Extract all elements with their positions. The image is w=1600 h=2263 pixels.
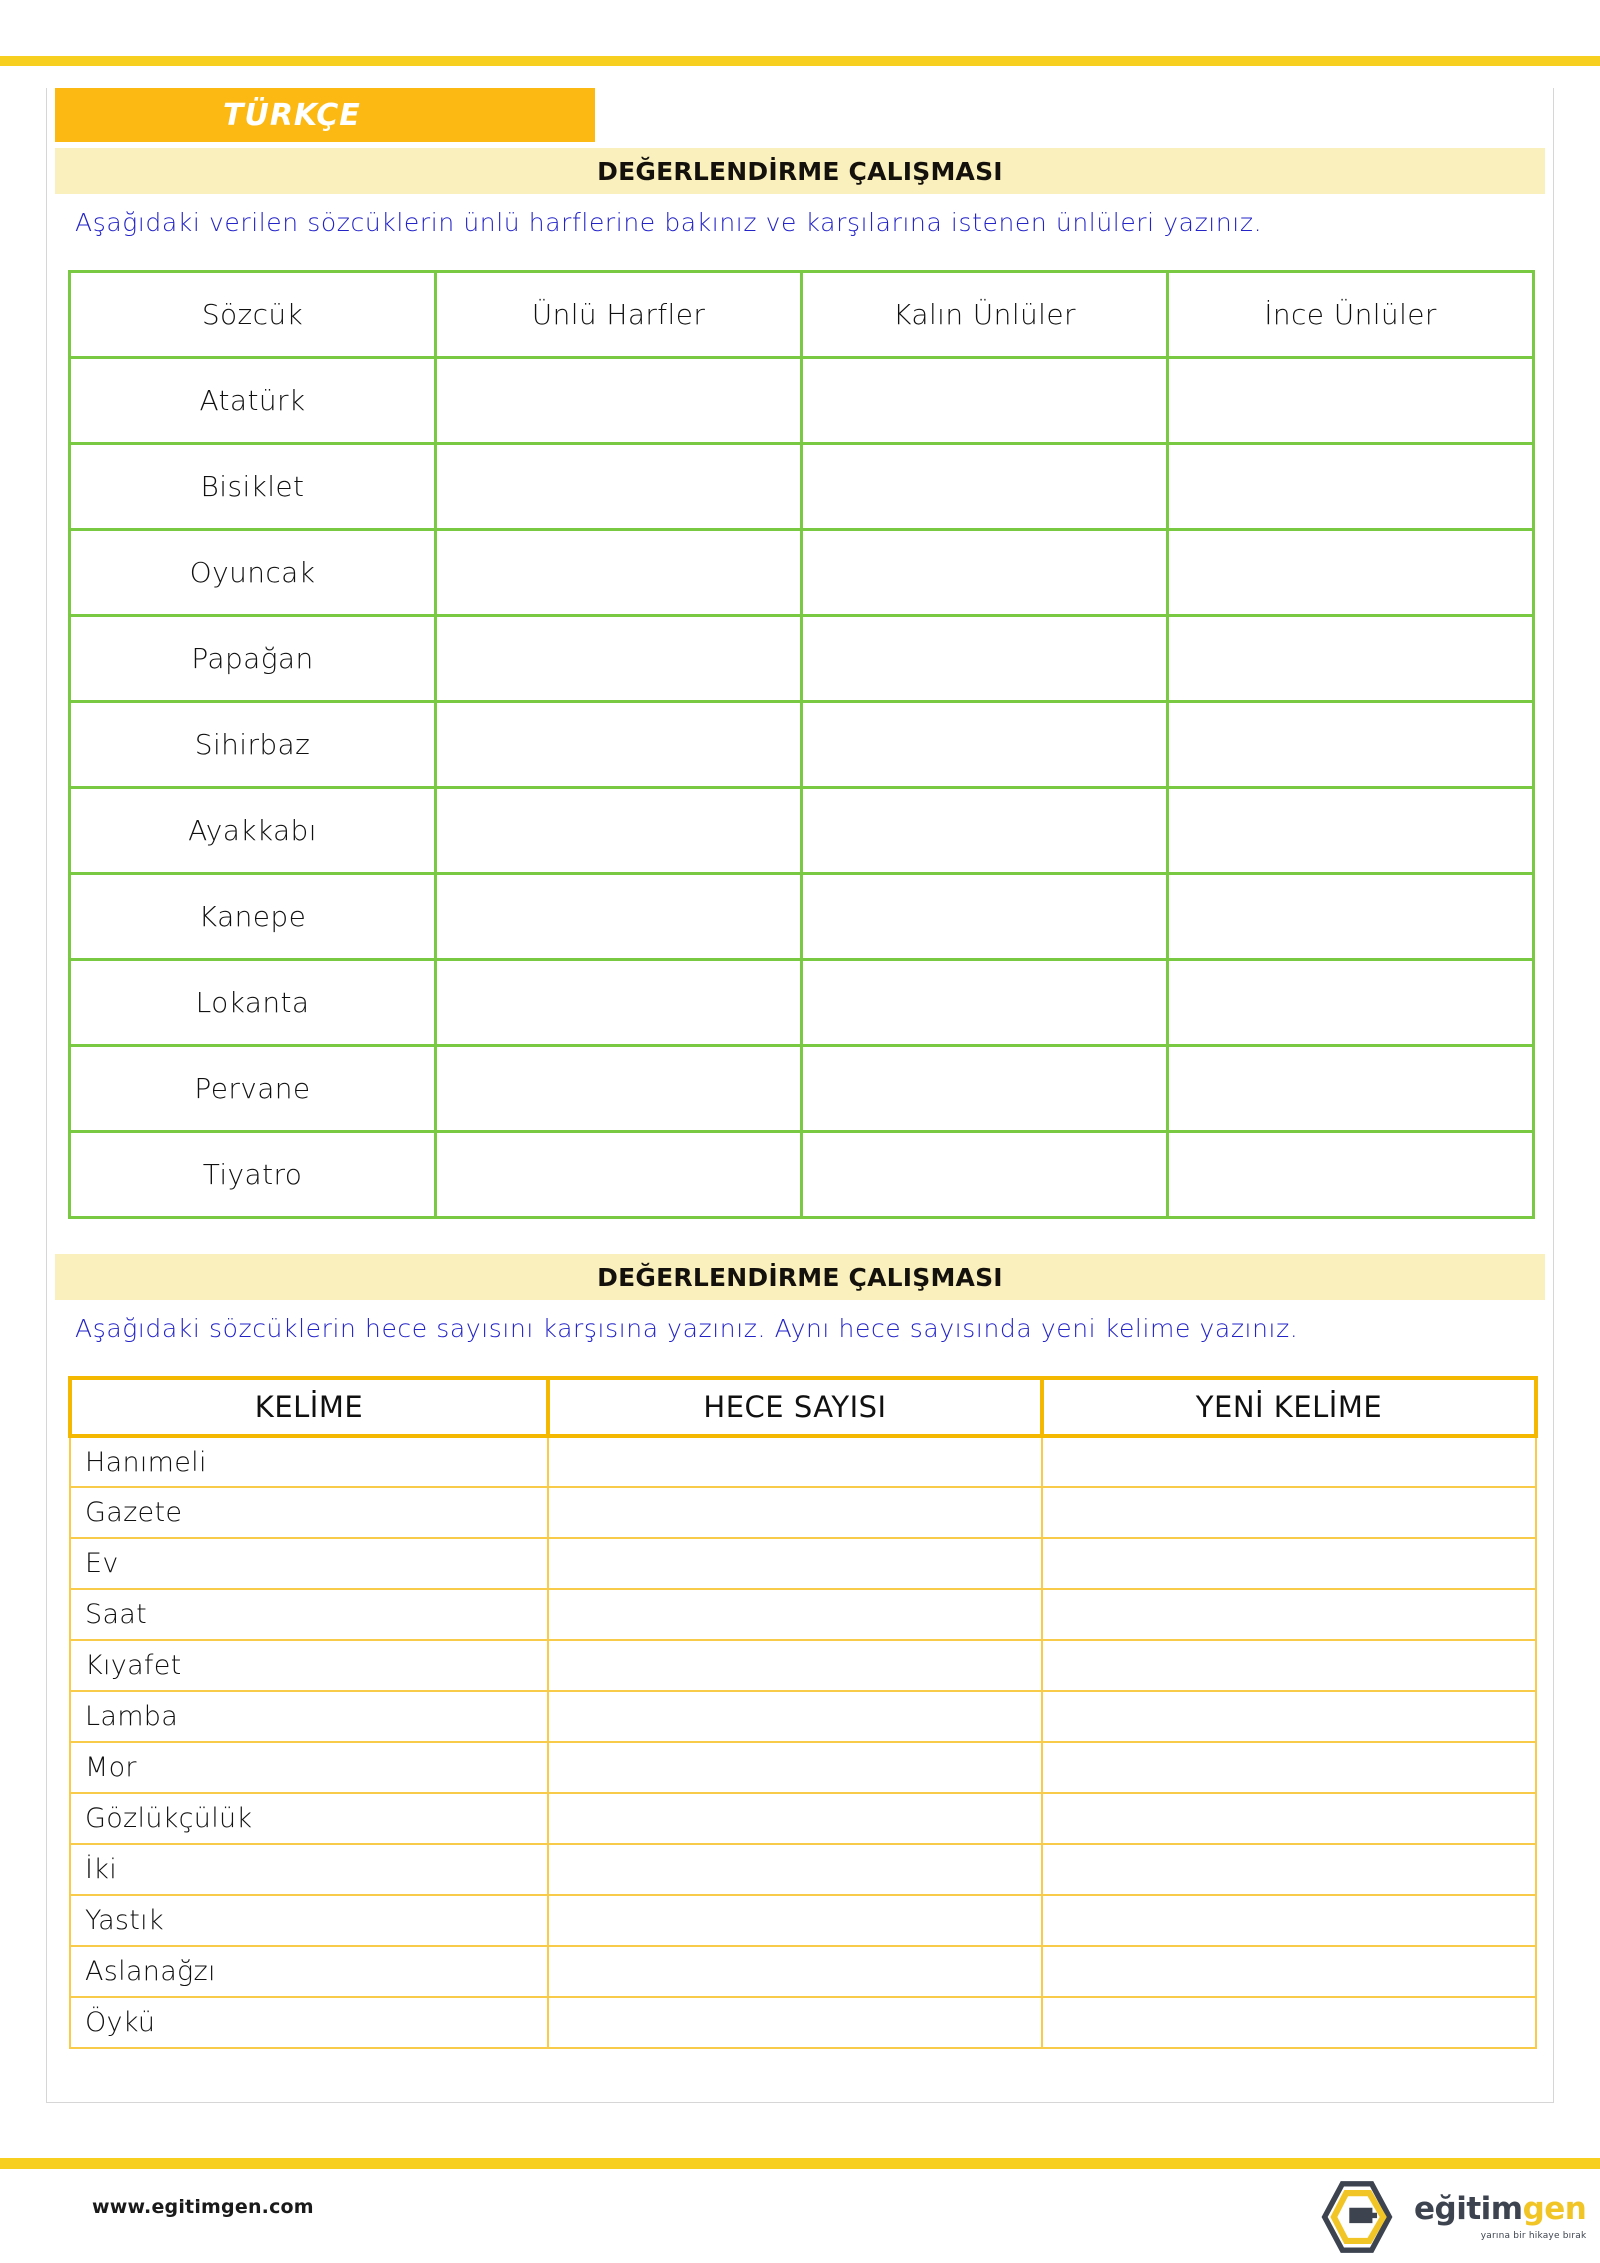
table-row <box>70 530 1534 616</box>
table-row <box>70 1742 1536 1793</box>
answer-cell-ince-unluler[interactable] <box>1168 702 1534 788</box>
word-cell: Kanepe <box>70 874 436 960</box>
answer-cell-unlu-harfler[interactable] <box>436 444 802 530</box>
answer-cell-yeni-kelime[interactable] <box>1042 1640 1536 1691</box>
word-cell: Kıyafet <box>70 1640 548 1691</box>
answer-cell-hece-sayisi[interactable] <box>548 1640 1042 1691</box>
answer-cell-yeni-kelime[interactable] <box>1042 1895 1536 1946</box>
word-cell: Gözlükçülük <box>70 1793 548 1844</box>
word-cell: Sihirbaz <box>70 702 436 788</box>
answer-cell-hece-sayisi[interactable] <box>548 1691 1042 1742</box>
answer-cell-unlu-harfler[interactable] <box>436 530 802 616</box>
word-cell: Yastık <box>70 1895 548 1946</box>
answer-cell-unlu-harfler[interactable] <box>436 616 802 702</box>
table-row <box>70 1436 1536 1487</box>
column-header-hece-sayisi: HECE SAYISI <box>548 1378 1042 1436</box>
answer-cell-yeni-kelime[interactable] <box>1042 1487 1536 1538</box>
answer-cell-hece-sayisi[interactable] <box>548 1844 1042 1895</box>
answer-cell-yeni-kelime[interactable] <box>1042 1844 1536 1895</box>
answer-cell-kalin-unluler[interactable] <box>802 702 1168 788</box>
table-row <box>70 1538 1536 1589</box>
table-header-row <box>70 1378 1536 1436</box>
answer-cell-ince-unluler[interactable] <box>1168 444 1534 530</box>
word-cell: Tiyatro <box>70 1132 436 1218</box>
answer-cell-ince-unluler[interactable] <box>1168 616 1534 702</box>
answer-cell-unlu-harfler[interactable] <box>436 358 802 444</box>
answer-cell-yeni-kelime[interactable] <box>1042 1436 1536 1487</box>
table-row <box>70 788 1534 874</box>
footer-website-url[interactable]: www.egitimgen.com <box>92 2196 314 2218</box>
column-header-kalin-unluler: Kalın Ünlüler <box>802 272 1168 358</box>
answer-cell-hece-sayisi[interactable] <box>548 1436 1042 1487</box>
word-cell: Mor <box>70 1742 548 1793</box>
table-row <box>70 1640 1536 1691</box>
answer-cell-yeni-kelime[interactable] <box>1042 1997 1536 2048</box>
answer-cell-ince-unluler[interactable] <box>1168 960 1534 1046</box>
column-header-kelime: KELİME <box>70 1378 548 1436</box>
table-header-row <box>70 272 1534 358</box>
word-cell: Hanımeli <box>70 1436 548 1487</box>
table-row <box>70 702 1534 788</box>
answer-cell-kalin-unluler[interactable] <box>802 444 1168 530</box>
subject-tab <box>55 88 595 142</box>
word-cell: Lamba <box>70 1691 548 1742</box>
table-row <box>70 1691 1536 1742</box>
hexagon-e-logo-icon <box>1318 2180 1396 2254</box>
word-cell: Lokanta <box>70 960 436 1046</box>
word-cell: Atatürk <box>70 358 436 444</box>
table-row <box>70 960 1534 1046</box>
word-cell: Pervane <box>70 1046 436 1132</box>
answer-cell-hece-sayisi[interactable] <box>548 1742 1042 1793</box>
column-header-unlu-harfler: Ünlü Harfler <box>436 272 802 358</box>
column-header-ince-unluler: İnce Ünlüler <box>1168 272 1534 358</box>
word-cell: Aslanağzı <box>70 1946 548 1997</box>
answer-cell-kalin-unluler[interactable] <box>802 874 1168 960</box>
subject-label: TÜRKÇE <box>223 97 361 133</box>
word-cell: Saat <box>70 1589 548 1640</box>
column-header-yeni-kelime: YENİ KELİME <box>1042 1378 1536 1436</box>
answer-cell-ince-unluler[interactable] <box>1168 1132 1534 1218</box>
section-title-band-1 <box>55 148 1545 194</box>
answer-cell-yeni-kelime[interactable] <box>1042 1589 1536 1640</box>
word-cell: Ayakkabı <box>70 788 436 874</box>
answer-cell-kalin-unluler[interactable] <box>802 530 1168 616</box>
syllable-table-body <box>70 1436 1536 2048</box>
table-row <box>70 1046 1534 1132</box>
answer-cell-unlu-harfler[interactable] <box>436 702 802 788</box>
logo-word-egitim: eğitim <box>1414 2190 1523 2227</box>
answer-cell-unlu-harfler[interactable] <box>436 1132 802 1218</box>
column-header-sozcuk: Sözcük <box>70 272 436 358</box>
word-cell: Ev <box>70 1538 548 1589</box>
answer-cell-yeni-kelime[interactable] <box>1042 1742 1536 1793</box>
table-row <box>70 358 1534 444</box>
syllable-count-table <box>68 1376 1538 2049</box>
answer-cell-hece-sayisi[interactable] <box>548 1589 1042 1640</box>
syllable-table-head <box>70 1378 1536 1436</box>
answer-cell-kalin-unluler[interactable] <box>802 788 1168 874</box>
table-row <box>70 1793 1536 1844</box>
table-row <box>70 616 1534 702</box>
answer-cell-unlu-harfler[interactable] <box>436 788 802 874</box>
answer-cell-kalin-unluler[interactable] <box>802 1132 1168 1218</box>
answer-cell-yeni-kelime[interactable] <box>1042 1793 1536 1844</box>
logo-text-block <box>1414 2190 1587 2241</box>
answer-cell-yeni-kelime[interactable] <box>1042 1946 1536 1997</box>
table-row <box>70 1132 1534 1218</box>
table-row <box>70 874 1534 960</box>
answer-cell-hece-sayisi[interactable] <box>548 1538 1042 1589</box>
table-row <box>70 1844 1536 1895</box>
answer-cell-unlu-harfler[interactable] <box>436 874 802 960</box>
answer-cell-hece-sayisi[interactable] <box>548 1793 1042 1844</box>
logo-tagline: yarına bir hikaye bırak <box>1480 2230 1587 2241</box>
table-row <box>70 1997 1536 2048</box>
word-cell: Papağan <box>70 616 436 702</box>
top-yellow-rule <box>0 56 1600 66</box>
table-row <box>70 1589 1536 1640</box>
word-cell: İki <box>70 1844 548 1895</box>
answer-cell-ince-unluler[interactable] <box>1168 358 1534 444</box>
answer-cell-hece-sayisi[interactable] <box>548 1946 1042 1997</box>
answer-cell-ince-unluler[interactable] <box>1168 530 1534 616</box>
section-title-band-2 <box>55 1254 1545 1300</box>
answer-cell-kalin-unluler[interactable] <box>802 616 1168 702</box>
table-row <box>70 1946 1536 1997</box>
word-cell: Oyuncak <box>70 530 436 616</box>
bottom-yellow-rule <box>0 2158 1600 2169</box>
logo-wordmark <box>1414 2190 1587 2227</box>
word-cell: Bisiklet <box>70 444 436 530</box>
answer-cell-kalin-unluler[interactable] <box>802 1046 1168 1132</box>
answer-cell-kalin-unluler[interactable] <box>802 960 1168 1046</box>
answer-cell-yeni-kelime[interactable] <box>1042 1538 1536 1589</box>
answer-cell-ince-unluler[interactable] <box>1168 788 1534 874</box>
section-title-1: DEĞERLENDİRME ÇALIŞMASI <box>597 156 1003 186</box>
answer-cell-unlu-harfler[interactable] <box>436 960 802 1046</box>
vowel-analysis-table <box>68 270 1535 1219</box>
instruction-text-2: Aşağıdaki sözcüklerin hece sayısını karşısına yazınız. Aynı hece sayısında yeni kelime yazınız. <box>75 1314 1299 1343</box>
answer-cell-hece-sayisi[interactable] <box>548 1997 1042 2048</box>
vowel-table-body <box>70 272 1534 1218</box>
logo-word-gen: gen <box>1522 2190 1587 2227</box>
table-row <box>70 1487 1536 1538</box>
word-cell: Gazete <box>70 1487 548 1538</box>
answer-cell-hece-sayisi[interactable] <box>548 1895 1042 1946</box>
answer-cell-ince-unluler[interactable] <box>1168 874 1534 960</box>
answer-cell-unlu-harfler[interactable] <box>436 1046 802 1132</box>
answer-cell-kalin-unluler[interactable] <box>802 358 1168 444</box>
instruction-text-1: Aşağıdaki verilen sözcüklerin ünlü harflerine bakınız ve karşılarına istenen ünlüleri yazınız. <box>75 208 1263 237</box>
word-cell: Öykü <box>70 1997 548 2048</box>
answer-cell-yeni-kelime[interactable] <box>1042 1691 1536 1742</box>
section-title-2: DEĞERLENDİRME ÇALIŞMASI <box>597 1262 1003 1292</box>
table-row <box>70 1895 1536 1946</box>
table-row <box>70 444 1534 530</box>
answer-cell-hece-sayisi[interactable] <box>548 1487 1042 1538</box>
brand-logo <box>1318 2178 1587 2256</box>
answer-cell-ince-unluler[interactable] <box>1168 1046 1534 1132</box>
